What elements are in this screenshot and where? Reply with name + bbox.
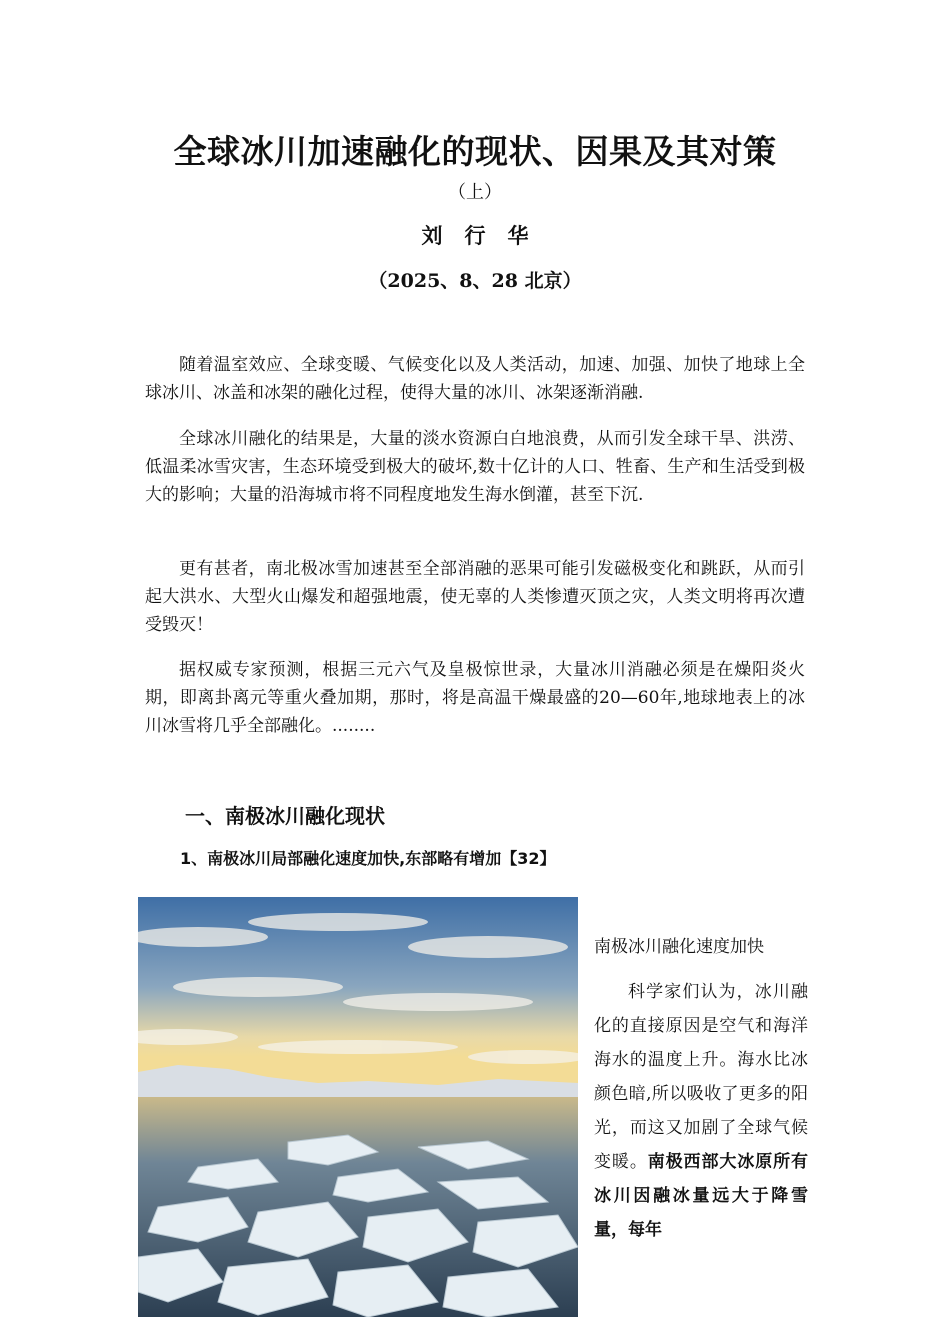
intro-paragraph-3: 更有甚者，南北极冰雪加速甚至全部消融的恶果可能引发磁极变化和跳跃，从而引起大洪水、大型火山爆发和超强地震，使无辜的人类惨遭灭顶之灾，人类文明将再次遭受毁灭！ xyxy=(145,559,805,635)
antarctic-ice-photo xyxy=(138,897,578,1317)
figure-caption: 南极冰川融化速度加快 xyxy=(594,937,764,957)
date-line: （2025、8、28 北京） xyxy=(368,270,582,292)
author-name: 刘行华 xyxy=(421,223,551,248)
intro-paragraph-2: 全球冰川融化的结果是，大量的淡水资源白白地浪费，从而引发全球干旱、洪涝、低温柔冰雪灾害，生态环境受到极大的破坏,数十亿计的人口、牲畜、生产和生活受到极大的影响；大量的沿海城市将不同程度地发生海水倒灌，甚至下沉. xyxy=(145,429,805,505)
intro-paragraph-4: 据权威专家预测，根据三元六气及皇极惊世录，大量冰川消融必须是在燥阳炎火期，即离卦离元等重火叠加期，那时，将是高温干燥最盛的20—60年,地球地表上的冰川冰雪将几乎全部融化。........ xyxy=(145,660,805,736)
section-heading: 一、南极冰川融化现状 xyxy=(185,804,385,828)
figure-body-text xyxy=(594,975,808,1247)
intro-paragraph-1: 随着温室效应、全球变暖、气候变化以及人类活动，加速、加强、加快了地球上全球冰川、冰盖和冰架的融化过程，使得大量的冰川、冰架逐渐消融. xyxy=(145,355,805,403)
figure-body-bold: 南极西部大冰原所有冰川因融冰量远大于降雪量，每年 xyxy=(594,1152,809,1240)
figure-body-regular: 科学家们认为，冰川融化的直接原因是空气和海洋海水的温度上升。海水比冰颜色暗,所以吸收了更多的阳光，而这又加剧了全球气候变暖。 xyxy=(594,982,808,1172)
section-subheading: 1、南极冰川局部融化速度加快,东部略有增加【32】 xyxy=(180,849,556,868)
document-title: 全球冰川加速融化的现状、因果及其对策 xyxy=(173,132,777,171)
document-subtitle: （上） xyxy=(448,182,502,203)
